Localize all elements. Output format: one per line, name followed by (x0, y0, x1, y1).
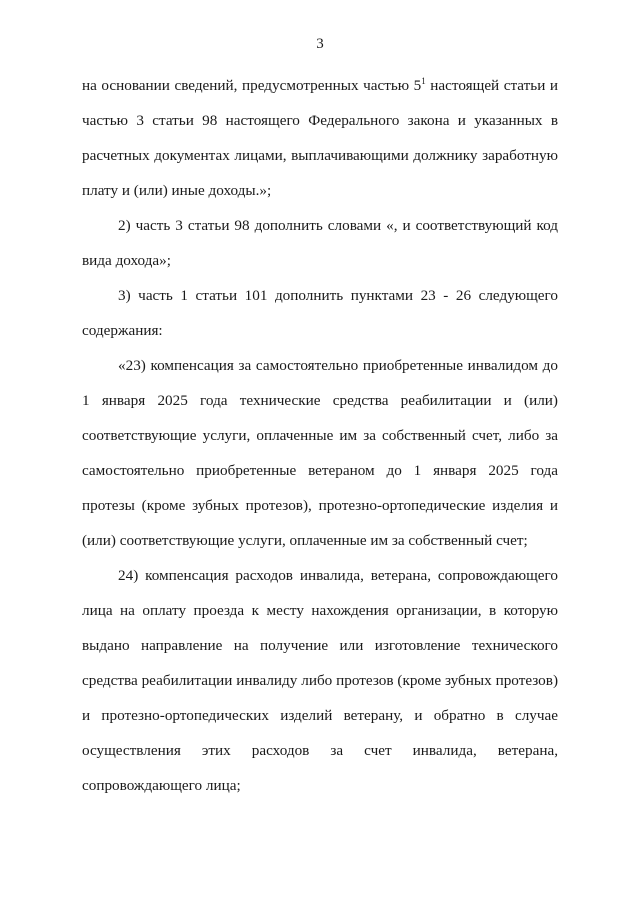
paragraph-continuation (82, 68, 558, 208)
page-number: 3 (316, 36, 324, 52)
paragraph-text: настоящей статьи и частью 3 статьи 98 настоящего Федерального закона и указанных в расчетных документах лицами, выплачивающими должнику заработную плату и (или) иные доходы.»; (82, 77, 558, 199)
paragraph-point-23: «23) компенсация за самостоятельно приобретенные инвалидом до 1 января 2025 года технические средства реабилитации и (или) соответствующие услуги, оплаченные им за собственный счет, либо за самостоятельно приобретенные ветераном до 1 января 2025 года протезы (кроме зубных протезов), протезно-ортопедические изделия и (или) соответствующие услуги, оплаченные им за собственный счет; (82, 357, 558, 549)
paragraph-point-24: 24) компенсация расходов инвалида, ветерана, сопровождающего лица на оплату проезда к месту нахождения организации, в которую выдано направление на получение или изготовление технического средства реабилитации инвалиду либо протезов (кроме зубных протезов) и протезно-ортопедических изделий ветерану, и обратно в случае осуществления этих расходов за счет инвалида, ветерана, сопровождающего лица; (82, 567, 558, 794)
superscript: 1 (421, 76, 426, 86)
paragraph-text: на основании сведений, предусмотренных частью 5 (82, 77, 422, 94)
paragraph-item-3: 3) часть 1 статьи 101 дополнить пунктами 23 - 26 следующего содержания: (82, 287, 558, 339)
document-body (82, 68, 558, 803)
paragraph-item-2: 2) часть 3 статьи 98 дополнить словами «, и соответствующий код вида дохода»; (82, 217, 558, 269)
